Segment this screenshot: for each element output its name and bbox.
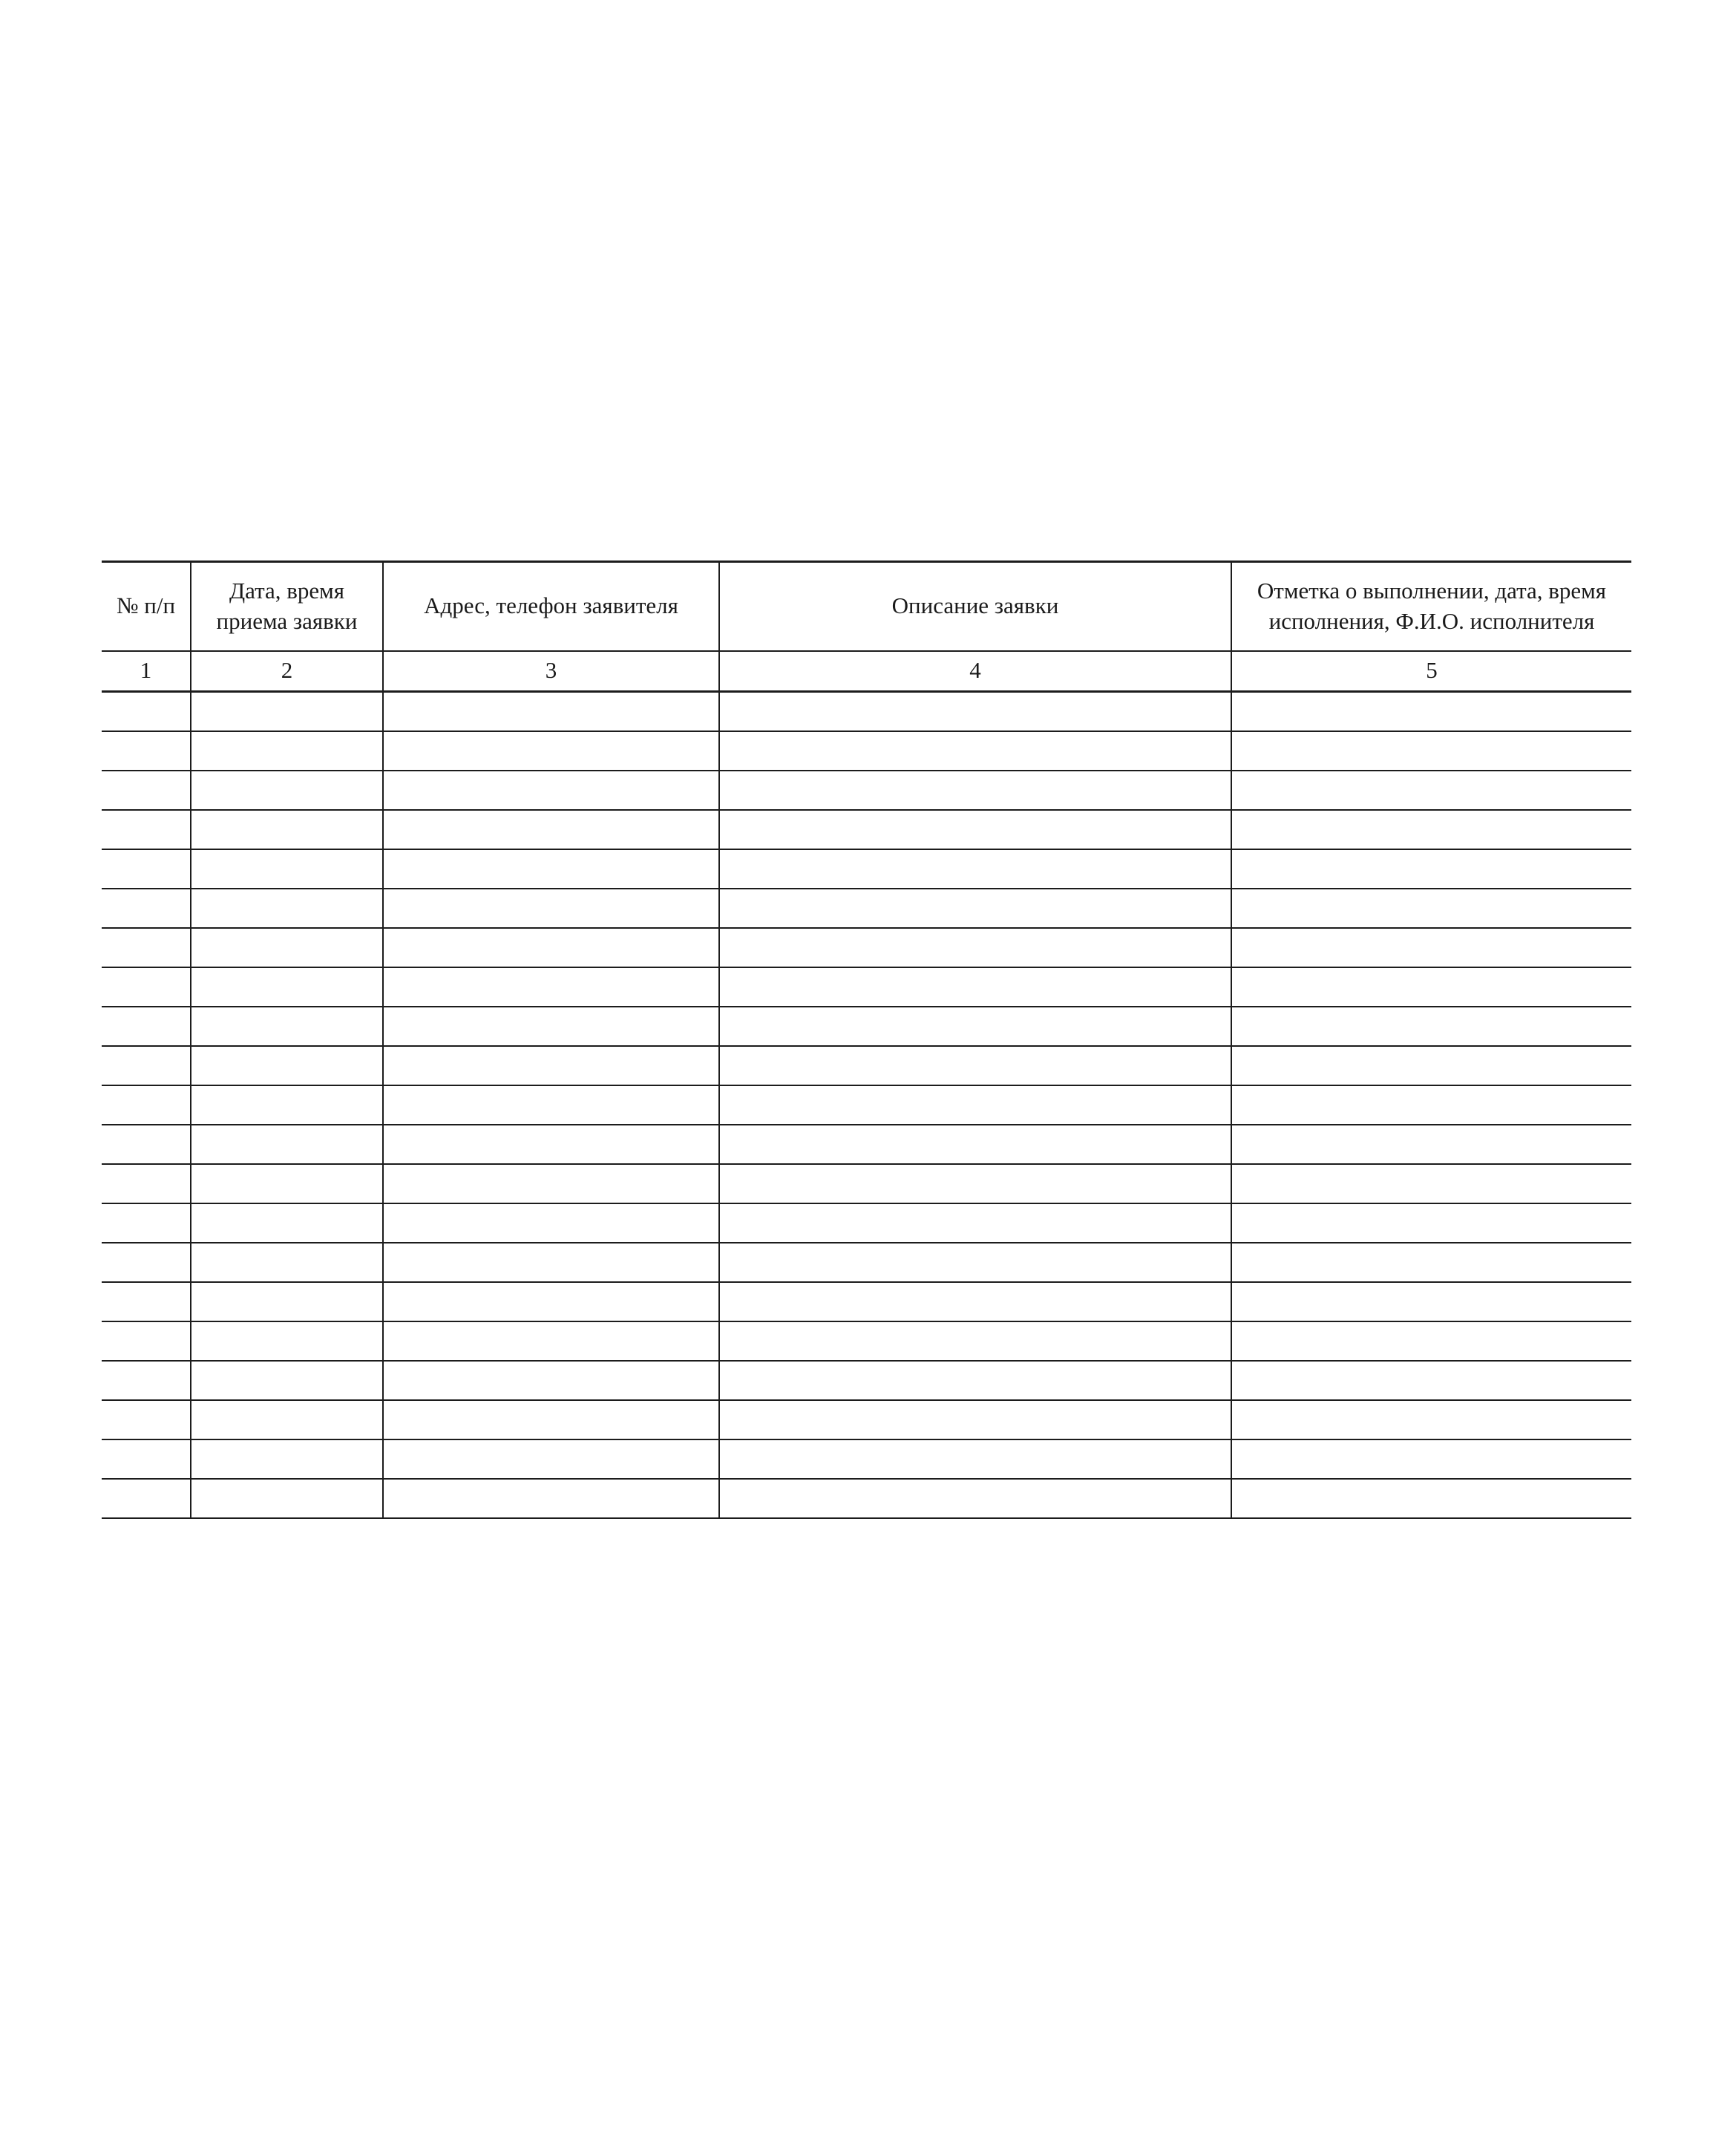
table-cell-description [719, 1046, 1231, 1085]
table-cell-description [719, 1361, 1231, 1400]
table-row [102, 1479, 1631, 1518]
table-cell-row-number [102, 928, 191, 967]
table-cell-completion-mark [1231, 1361, 1631, 1400]
table-cell-date-time [191, 731, 383, 771]
table-cell-description [719, 1282, 1231, 1321]
column-number-4: 4 [719, 651, 1231, 692]
column-header-description: Описание заявки [719, 562, 1231, 651]
table-row [102, 1085, 1631, 1125]
table-cell-completion-mark [1231, 1282, 1631, 1321]
table-cell-description [719, 1400, 1231, 1439]
table-row [102, 1125, 1631, 1164]
table-cell-completion-mark [1231, 849, 1631, 889]
table-cell-date-time [191, 889, 383, 928]
table-cell-completion-mark [1231, 1007, 1631, 1046]
header-row [102, 562, 1631, 651]
table-row [102, 1361, 1631, 1400]
table-row [102, 1400, 1631, 1439]
table-cell-completion-mark [1231, 1479, 1631, 1518]
table-cell-row-number [102, 810, 191, 849]
table-cell-address-phone [383, 1243, 719, 1282]
table-cell-date-time [191, 771, 383, 810]
table-cell-date-time [191, 1243, 383, 1282]
table-cell-date-time [191, 1400, 383, 1439]
table-cell-completion-mark [1231, 889, 1631, 928]
table-cell-completion-mark [1231, 1243, 1631, 1282]
table-cell-address-phone [383, 731, 719, 771]
table-cell-description [719, 928, 1231, 967]
table-cell-completion-mark [1231, 1321, 1631, 1361]
table-cell-description [719, 731, 1231, 771]
table-cell-address-phone [383, 692, 719, 731]
table-cell-date-time [191, 928, 383, 967]
table-row [102, 967, 1631, 1007]
table-row [102, 810, 1631, 849]
table-cell-completion-mark [1231, 731, 1631, 771]
table-cell-row-number [102, 1085, 191, 1125]
table-cell-completion-mark [1231, 967, 1631, 1007]
table-cell-description [719, 1321, 1231, 1361]
table-cell-date-time [191, 1439, 383, 1479]
table-cell-address-phone [383, 889, 719, 928]
table-cell-address-phone [383, 1085, 719, 1125]
table-cell-description [719, 1479, 1231, 1518]
table-cell-row-number [102, 1400, 191, 1439]
table-cell-description [719, 967, 1231, 1007]
column-numbers-row [102, 651, 1631, 692]
table-row [102, 771, 1631, 810]
table-cell-row-number [102, 1321, 191, 1361]
table-cell-address-phone [383, 1164, 719, 1203]
table-cell-date-time [191, 1046, 383, 1085]
table-row [102, 1164, 1631, 1203]
table-cell-date-time [191, 967, 383, 1007]
table-cell-completion-mark [1231, 810, 1631, 849]
table-cell-description [719, 1164, 1231, 1203]
table-body [102, 692, 1631, 1518]
table-row [102, 849, 1631, 889]
table-cell-address-phone [383, 1439, 719, 1479]
table-row [102, 1321, 1631, 1361]
table-row [102, 731, 1631, 771]
column-number-3: 3 [383, 651, 719, 692]
table-cell-completion-mark [1231, 771, 1631, 810]
table-cell-row-number [102, 967, 191, 1007]
table-cell-date-time [191, 810, 383, 849]
table-cell-description [719, 1243, 1231, 1282]
table-cell-address-phone [383, 1007, 719, 1046]
table-row [102, 1243, 1631, 1282]
table-head [102, 562, 1631, 692]
table-row [102, 1203, 1631, 1243]
table-cell-completion-mark [1231, 1164, 1631, 1203]
table-cell-address-phone [383, 1203, 719, 1243]
table-cell-row-number [102, 1361, 191, 1400]
table-cell-date-time [191, 1321, 383, 1361]
table-cell-row-number [102, 1125, 191, 1164]
requests-log-table [102, 560, 1631, 1519]
table-cell-address-phone [383, 810, 719, 849]
table-cell-description [719, 1007, 1231, 1046]
table-cell-description [719, 1439, 1231, 1479]
column-number-1: 1 [102, 651, 191, 692]
table-cell-row-number [102, 1164, 191, 1203]
table-row [102, 1439, 1631, 1479]
table-cell-completion-mark [1231, 1085, 1631, 1125]
table-cell-description [719, 1085, 1231, 1125]
table-cell-address-phone [383, 928, 719, 967]
table-row [102, 1282, 1631, 1321]
table-cell-description [719, 692, 1231, 731]
table-cell-date-time [191, 1479, 383, 1518]
table-cell-row-number [102, 1007, 191, 1046]
table-cell-address-phone [383, 849, 719, 889]
column-number-5: 5 [1231, 651, 1631, 692]
table-cell-description [719, 889, 1231, 928]
table-cell-description [719, 810, 1231, 849]
table-cell-date-time [191, 1282, 383, 1321]
table-cell-description [719, 1125, 1231, 1164]
column-header-address-phone: Адрес, телефон заявителя [383, 562, 719, 651]
table-row [102, 928, 1631, 967]
table-cell-row-number [102, 1282, 191, 1321]
table-cell-address-phone [383, 1282, 719, 1321]
table-cell-row-number [102, 731, 191, 771]
table-cell-date-time [191, 692, 383, 731]
column-header-date-time: Дата, время приема заявки [191, 562, 383, 651]
table-cell-date-time [191, 1085, 383, 1125]
table-cell-address-phone [383, 771, 719, 810]
table-cell-row-number [102, 1243, 191, 1282]
table-cell-completion-mark [1231, 1400, 1631, 1439]
table-cell-row-number [102, 1479, 191, 1518]
table-cell-description [719, 1203, 1231, 1243]
table-cell-row-number [102, 1439, 191, 1479]
table-cell-completion-mark [1231, 1046, 1631, 1085]
column-header-row-number: № п/п [102, 562, 191, 651]
table-cell-completion-mark [1231, 692, 1631, 731]
column-number-2: 2 [191, 651, 383, 692]
table-cell-completion-mark [1231, 1125, 1631, 1164]
table-cell-address-phone [383, 967, 719, 1007]
table-cell-date-time [191, 1164, 383, 1203]
table-row [102, 1007, 1631, 1046]
table-cell-description [719, 849, 1231, 889]
table-row [102, 692, 1631, 731]
table-cell-address-phone [383, 1400, 719, 1439]
table-cell-row-number [102, 692, 191, 731]
table-cell-address-phone [383, 1361, 719, 1400]
table-cell-address-phone [383, 1479, 719, 1518]
table-cell-row-number [102, 849, 191, 889]
table-cell-completion-mark [1231, 1439, 1631, 1479]
table-cell-address-phone [383, 1125, 719, 1164]
table-cell-date-time [191, 1361, 383, 1400]
table-row [102, 1046, 1631, 1085]
table-cell-completion-mark [1231, 1203, 1631, 1243]
table-cell-row-number [102, 889, 191, 928]
table-cell-date-time [191, 1125, 383, 1164]
table-cell-completion-mark [1231, 928, 1631, 967]
table-cell-row-number [102, 1203, 191, 1243]
table-cell-address-phone [383, 1321, 719, 1361]
table-row [102, 889, 1631, 928]
column-header-completion-mark: Отметка о выполнении, дата, время исполнения, Ф.И.О. исполнителя [1231, 562, 1631, 651]
table-cell-row-number [102, 1046, 191, 1085]
table-cell-address-phone [383, 1046, 719, 1085]
table-cell-description [719, 771, 1231, 810]
table-cell-date-time [191, 1007, 383, 1046]
table-cell-date-time [191, 849, 383, 889]
table-cell-date-time [191, 1203, 383, 1243]
table-cell-row-number [102, 771, 191, 810]
